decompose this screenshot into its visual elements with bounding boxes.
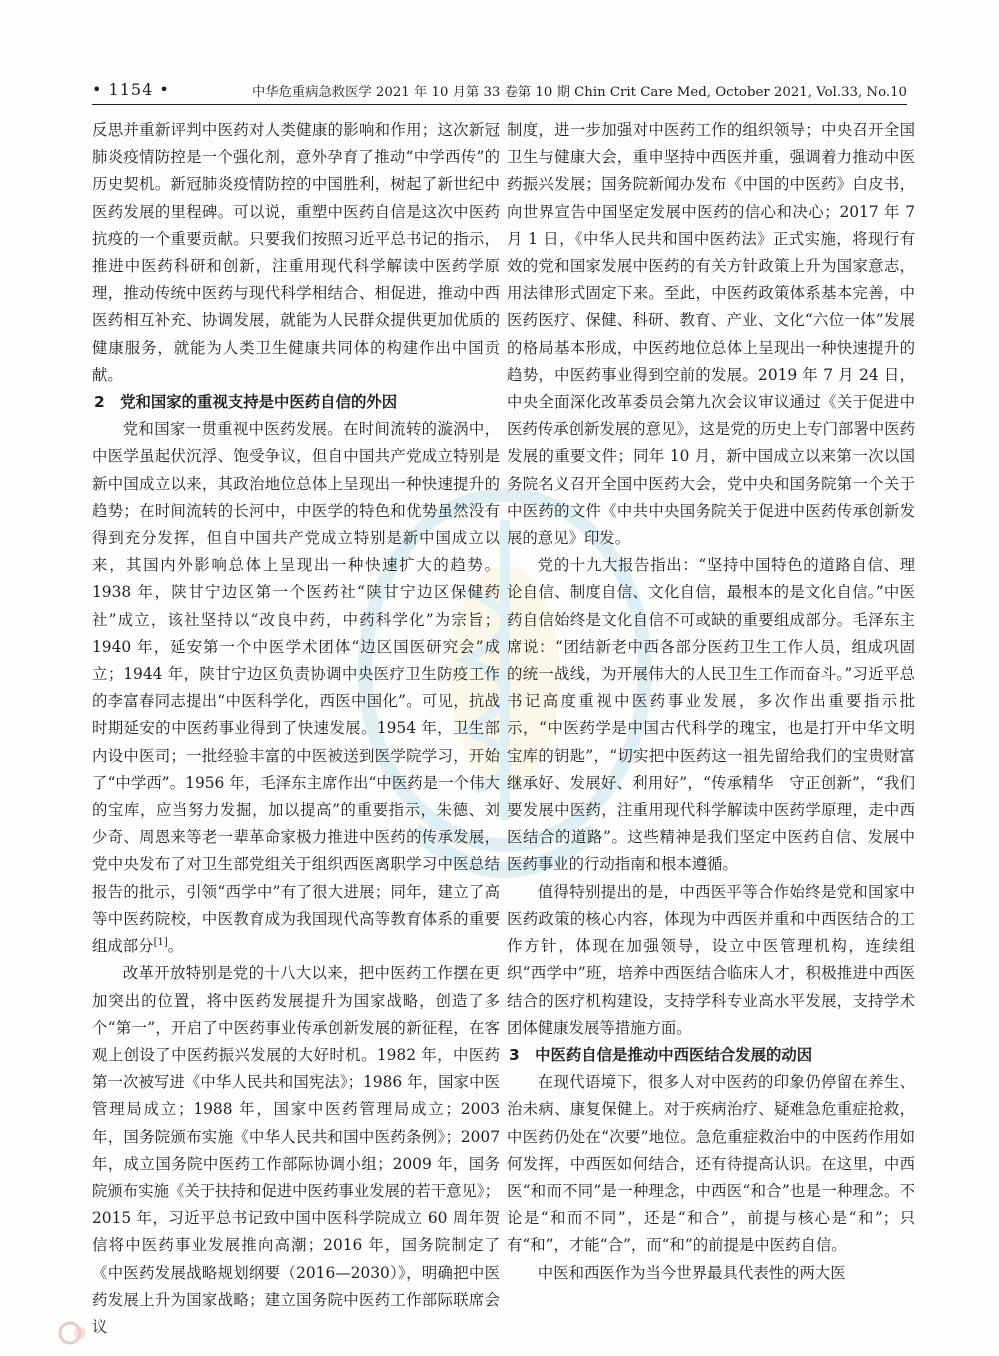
left-paragraph-2: [92, 416, 500, 960]
page-number: • 1154 •: [92, 80, 170, 99]
page-header: [92, 80, 907, 105]
right-column: [507, 117, 915, 1287]
left-paragraph-3: 改革开放特别是党的十八大以来，把中医药工作摆在更加突出的位置，将中医药发展提升为国家战略，创造了多个“第一”，开启了中医药事业传承创新发展的新征程，在客观上创设了中医药振兴发展的大好时机。1982 年，中医药第一次被写进《中华人民共和国宪法》；1986 年，国家中医管理局成立；1988 年，国家中医药管理局成立；2003 年，国务院颁布实施《中华人民共和国中医药条例》；2007 年，成立国务院中医药工作部际协调小组；2009 年，国务院颁布实施《关于扶持和促进中医药事业发展的若干意见》；2015 年，习近平总书记致中国中医科学院成立 60 周年贺信将中医药事业发展推向高潮；2016 年，国务院制定了《中医药发展战略规划纲要（2016—2030）》，明确把中医药发展上升为国家战略；建立国务院中医药工作部际联席会议: [92, 964, 500, 1336]
right-paragraph-1: 制度，进一步加强对中医药工作的组织领导；中央召开全国卫生与健康大会，重申坚持中西医并重，强调着力推动中医药振兴发展；国务院新闻办发布《中国的中医药》白皮书，向世界宣告中国坚定发展中医药的信心和决心；2017 年 7 月 1 日，《中华人民共和国中医药法》正式实施，将现行有效的党和国家发展中医药的有关方针政策上升为国家意志，用法律形式固定下来。至此，中医药政策体系基本完善，中医药医疗、保健、科研、教育、产业、文化“六位一体”发展的格局基本形成，中医药地位总体上呈现出一种快速提升的趋势，中医药事业得到空前的发展。2019 年 7 月 24 日，中央全面深化改革委员会第九次会议审议通过《关于促进中医药传承创新发展的意见》，这是党的历史上专门部署中医药发展的重要文件；同年 10 月，新中国成立以来第一次以国务院名义召开全国中医药大会，党中央和国务院第一个关于中医药的文件《中共中央国务院关于促进中医药传承创新发展的意见》印发。: [507, 121, 915, 548]
left-paragraph-1: 反思并重新评判中医药对人类健康的影响和作用；这次新冠肺炎疫情防控是一个强化剂，意外孕育了推动“中学西传”的历史契机。新冠肺炎疫情防控的中国胜利，树起了新世纪中医药发展的里程碑。可以说，重塑中医药自信是这次中医药抗疫的一个重要贡献。只要我们按照习近平总书记的指示，推进中医药科研和创新，注重用现代科学解读中医药学原理，推动传统中医药与现代科学相结合、相促进，推动中西医药相互补充、协调发展，就能为人民群众提供更加优质的健康服务，就能为人类卫生健康共同体的构建作出中国贡献。: [92, 121, 500, 384]
citation-ref-1[interactable]: [1]: [153, 936, 168, 948]
right-paragraph-5: 中医和西医作为当今世界最具代表性的两大医: [537, 1263, 846, 1282]
left-paragraph-2-end: 。: [167, 937, 184, 956]
section-heading-2: 2 党和国家的重视支持是中医药自信的外因: [94, 393, 398, 412]
section-heading-3: 3 中医药自信是推动中西医结合发展的动因: [509, 1045, 813, 1064]
left-column: [92, 117, 500, 1341]
left-paragraph-2-text: 党和国家一贯重视中医药发展。在时间流转的漩涡中，中医学虽起伏沉浮、饱受争议，但自中国共产党成立特别是新中国成立以来，其政治地位总体上呈现出一种快速提升的趋势；在时间流转的长河中，中医学的特色和优势虽然没有得到充分发挥，但自中国共产党成立特别是新中国成立以来，其国内外影响总体上呈现出一种快速扩大的趋势。1938 年，陕甘宁边区第一个医药社“陕甘宁边区保健药社”成立，该社坚持以“改良中药，中药科学化”为宗旨；1940 年，延安第一个中医学术团体“边区国医研究会”成立；1944 年，陕甘宁边区负责协调中央医疗卫生防疫工作的李富春同志提出“中医科学化，西医中国化”。可见，抗战时期延安的中医药事业得到了快速发展。1954 年，卫生部内设中医司；一批经验丰富的中医被送到医学院学习，开始了“中学西”。1956 年，毛泽东主席作出“中医药是一个伟大的宝库，应当努力发掘，加以提高”的重要指示，朱德、刘少奇、周恩来等老一辈革命家极力推进中医药的传承发展，党中央发布了对卫生部党组关于组织西医离职学习中医总结报告的批示，引领“西学中”有了很大进展；同年，建立了高等中医药院校，中医教育成为我国现代高等教育体系的重要组成部分: [92, 420, 500, 956]
journal-running-head: 中华危重病急救医学 2021 年 10 月第 33 卷第 10 期 Chin Crit Care Med, October 2021, Vol.33, No.10: [252, 85, 907, 100]
right-paragraph-3: 值得特别提出的是，中西医平等合作始终是党和国家中医药政策的核心内容，体现为中西医并重和中西医结合的工作方针，体现在加强领导，设立中医管理机构，连续组织“西学中”班，培养中西医结合临床人才，积极推进中西医结合的医疗机构建设，支持学科专业高水平发展，支持学术团体健康发展等措施方面。: [507, 882, 915, 1037]
right-paragraph-2: 党的十九大报告指出：“坚持中国特色的道路自信、理论自信、制度自信、文化自信，最根本的是文化自信。”中医药自信始终是文化自信不可或缺的重要组成部分。毛泽东主席说：“团结新老中西各部分医药卫生工作人员，组成巩固的统一战线，为开展伟大的人民卫生工作而奋斗。”习近平总书记高度重视中医药事业发展，多次作出重要指示批示，“中医药学是中国古代科学的瑰宝，也是打开中华文明宝库的钥匙”，“切实把中医药这一祖先留给我们的宝贵财富继承好、发展好、利用好”，“传承精华 守正创新”，“我们要发展中医药，注重用现代科学解读中医药学原理，走中西医结合的道路”。这些精神是我们坚定中医药自信、发展中医药事业的行动指南和根本遵循。: [507, 556, 915, 874]
publisher-logo-icon: [58, 1318, 92, 1348]
right-paragraph-4: 在现代语境下，很多人对中医药的印象仍停留在养生、治未病、康复保健上。对于疾病治疗、疑难急危重症抢救，中医药仍处在“次要”地位。急危重症救治中的中医药作用如何发挥，中西医如何结合，还有待提高认识。在这里，中西医“和而不同”是一种理念，中西医“和合”也是一种理念。不论是“和而不同”，还是“和合”，前提与核心是“和”；只有“和”，才能“合”，而“和”的前提是中医药自信。: [507, 1073, 915, 1255]
